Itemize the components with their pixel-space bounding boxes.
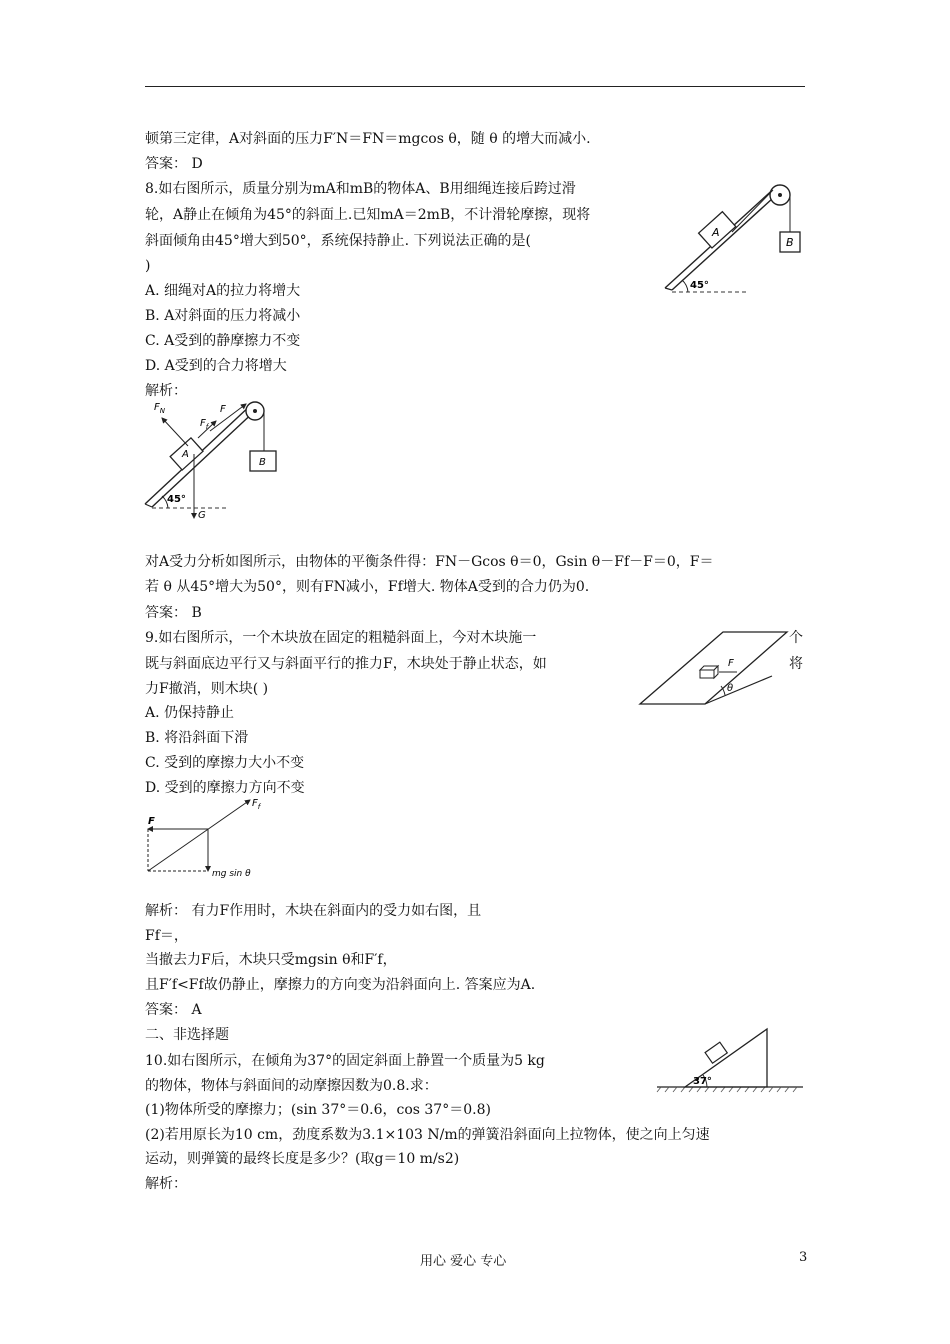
fig1-angle-label: 45° (690, 280, 709, 291)
option-a: A. 仍保持静止 (145, 705, 235, 721)
fig2-block-a-label: A (182, 449, 189, 460)
incline-37-figure (655, 1025, 805, 1095)
question-8-line: 斜面倾角由45°增大到50°，系统保持静止. 下列说法正确的是( (145, 233, 531, 249)
force-vector-figure (140, 796, 280, 886)
fig2-angle-label: 45° (167, 494, 186, 505)
option-a: A. 细绳对A的拉力将增大 (145, 283, 301, 299)
option-c: C. A受到的静摩擦力不变 (145, 333, 301, 349)
fig2-f-label: F (220, 404, 226, 415)
analysis-line: 且F′f<Ff故仍静止，摩擦力的方向变为沿斜面向上. 答案应为A. (145, 977, 536, 993)
question-10-line: (2)若用原长为10 cm，劲度系数为3.1×103 N/m的弹簧沿斜面向上拉物体，使之向上匀速 (145, 1127, 710, 1143)
question-8-line: ) (145, 258, 151, 274)
fig2-block-b-label: B (259, 457, 266, 468)
fig3-f-label: F (728, 658, 734, 669)
section-heading: 二、非选择题 (145, 1027, 229, 1043)
incline-pulley-figure (660, 180, 810, 300)
block-on-incline-figure (637, 624, 787, 709)
analysis-line: 对A受力分析如图所示，由物体的平衡条件得：FN－Gcos θ＝0，Gsin θ－Ff－F＝0，F＝ (145, 554, 714, 570)
fig4-ff-label: $F_f$ (252, 798, 261, 811)
fig2-g-label: G (198, 510, 206, 521)
fig4-mg-label: mg sin θ (212, 869, 251, 879)
force-diagram-figure (140, 396, 290, 526)
option-b: B. A对斜面的压力将减小 (145, 308, 301, 324)
question-9-line: 9.如右图所示，一个木块放在固定的粗糙斜面上，今对木块施一 (145, 630, 537, 646)
analysis-line: Ff＝， (145, 928, 188, 944)
answer-line: 答案： A (145, 1002, 202, 1018)
page-footer: 用心 爱心 专心 (420, 1254, 507, 1269)
analysis-label: 解析： (145, 383, 187, 399)
fig1-block-a-label: A (712, 226, 720, 239)
option-d: D. A受到的合力将增大 (145, 358, 287, 374)
question-9-line: 既与斜面底边平行又与斜面平行的推力F，木块处于静止状态，如 (145, 656, 547, 672)
page-number: 3 (799, 1250, 808, 1265)
question-10-line: (1)物体所受的摩擦力；(sin 37°＝0.6，cos 37°＝0.8) (145, 1102, 491, 1118)
question-10-line: 10.如右图所示，在倾角为37°的固定斜面上静置一个质量为5 kg (145, 1053, 545, 1069)
option-d: D. 受到的摩擦力方向不变 (145, 780, 305, 796)
analysis-line: 当撤去力F后，木块只受mgsin θ和F′f， (145, 952, 397, 968)
question-9-line: 力F撤消，则木块( ) (145, 681, 269, 697)
fig2-ff-label: $F_f$ (200, 418, 209, 431)
option-b: B. 将沿斜面下滑 (145, 730, 249, 746)
fig3-theta-label: θ (727, 683, 734, 694)
analysis-line: 解析： 有力F作用时，木块在斜面内的受力如右图，且 (145, 903, 482, 919)
answer-line: 答案： D (145, 156, 203, 172)
text-line: 顿第三定律，A对斜面的压力F′N＝FN＝mgcos θ，随 θ 的增大而减小. (145, 131, 591, 147)
question-9-line-end: 个 (789, 630, 803, 646)
analysis-label: 解析： (145, 1176, 187, 1192)
analysis-line: 若 θ 从45°增大为50°，则有FN减小，Ff增大. 物体A受到的合力仍为0. (145, 579, 590, 595)
question-8-line: 8.如右图所示，质量分别为mA和mB的物体A、B用细绳连接后跨过滑 (145, 181, 576, 197)
header-rule (145, 86, 805, 87)
question-8-line: 轮，A静止在倾角为45°的斜面上.已知mA＝2mB，不计滑轮摩擦，现将 (145, 207, 591, 223)
fig4-f-label: F (148, 816, 155, 827)
question-9-line-end: 将 (789, 656, 803, 672)
question-10-line: 的物体，物体与斜面间的动摩擦因数为0.8.求： (145, 1078, 438, 1094)
question-10-line: 运动，则弹簧的最终长度是多少？(取g＝10 m/s2) (145, 1151, 460, 1167)
fig2-fn-label: $F_N$ (154, 402, 166, 415)
fig1-block-b-label: B (786, 236, 794, 249)
option-c: C. 受到的摩擦力大小不变 (145, 755, 305, 771)
fig5-angle-label: 37° (693, 1076, 712, 1087)
answer-line: 答案： B (145, 605, 202, 621)
